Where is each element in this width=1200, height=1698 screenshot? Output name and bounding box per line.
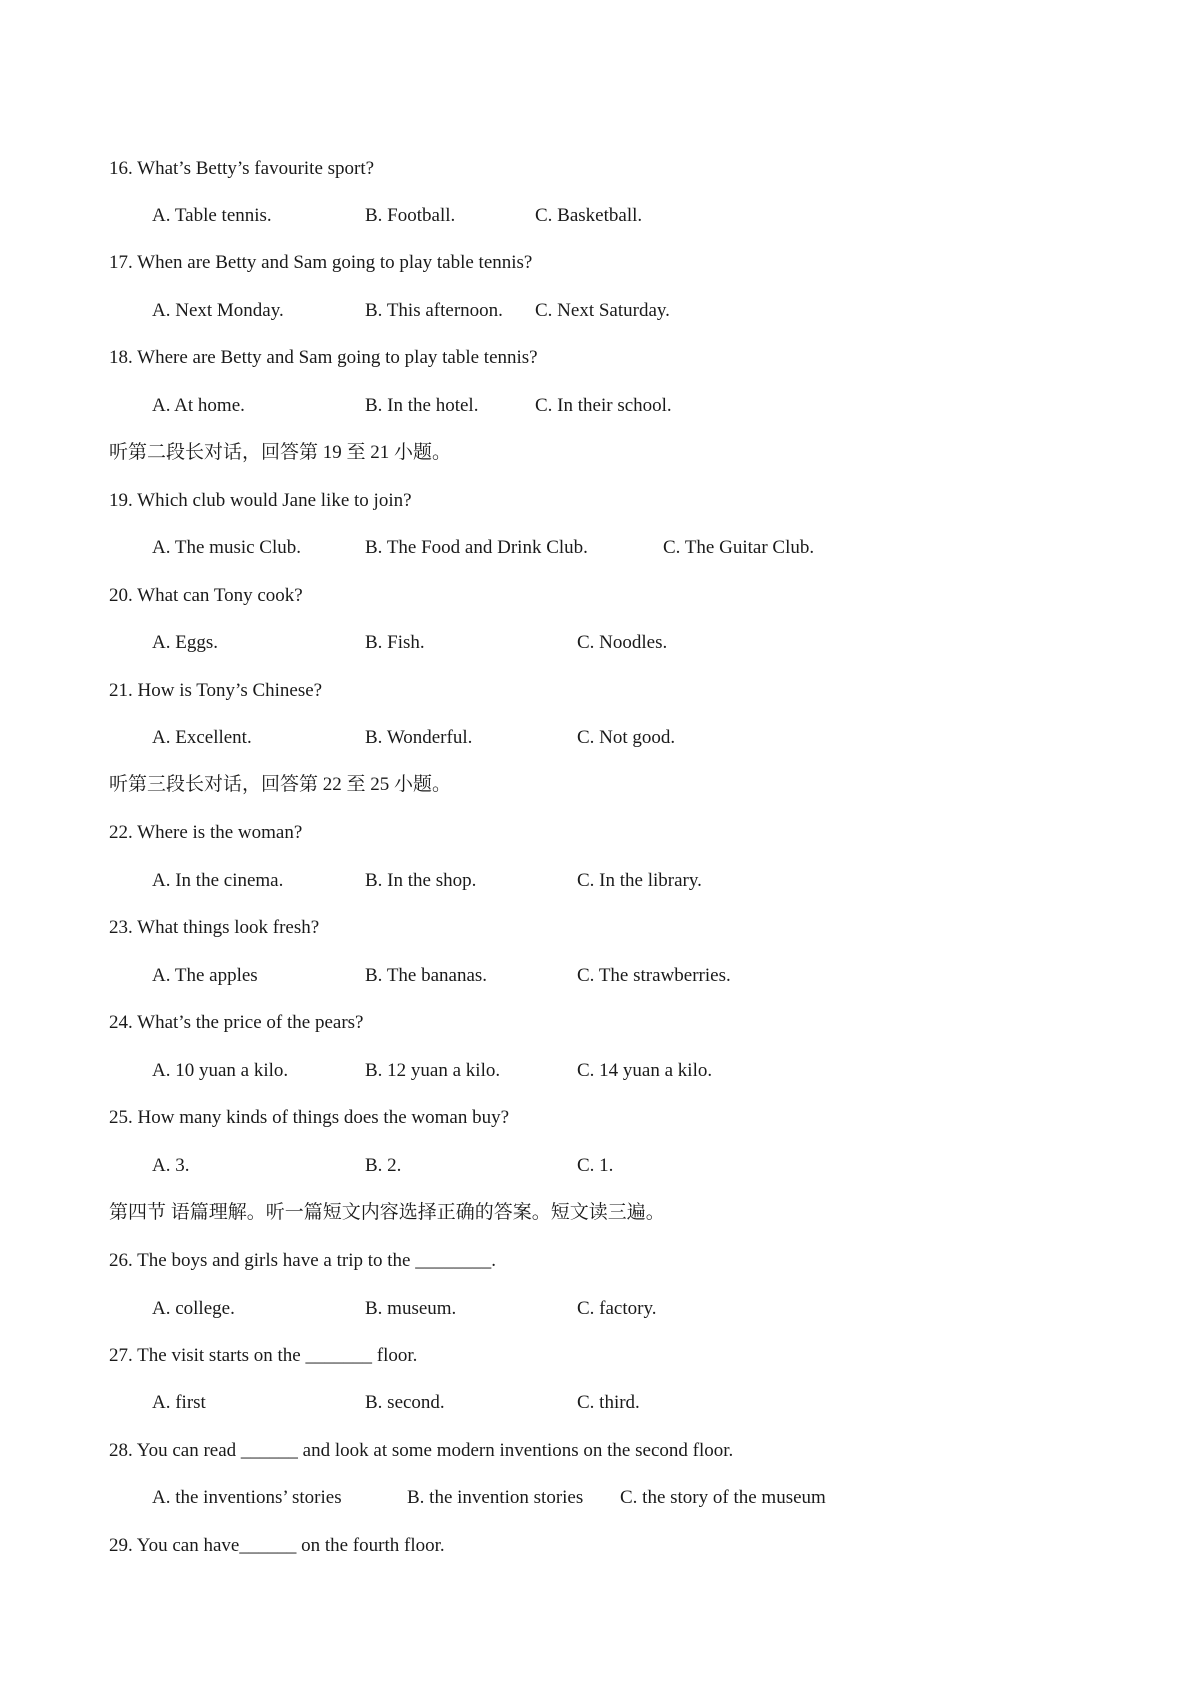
option-b: B. This afternoon. <box>365 300 503 321</box>
option-b: B. the invention stories <box>407 1487 584 1508</box>
option-b: B. museum. <box>365 1298 457 1319</box>
question-19: 19. Which club would Jane like to join? <box>109 490 412 511</box>
option-b: B. 12 yuan a kilo. <box>365 1060 501 1081</box>
question-23: 23. What things look fresh? <box>109 917 320 938</box>
question-26: 26. The boys and girls have a trip to the ________. <box>109 1250 496 1271</box>
option-b: B. The Food and Drink Club. <box>365 537 588 558</box>
option-c: C. Next Saturday. <box>535 300 670 321</box>
option-c: C. The strawberries. <box>577 965 731 986</box>
question-20: 20. What can Tony cook? <box>109 585 303 606</box>
section-instruction-4: 第四节 语篇理解。听一篇短文内容选择正确的答案。短文读三遍。 <box>109 1202 665 1223</box>
option-c: C. In their school. <box>535 395 672 416</box>
option-c: C. third. <box>577 1392 640 1413</box>
option-a: A. Next Monday. <box>152 300 284 321</box>
question-17: 17. When are Betty and Sam going to play table tennis? <box>109 252 533 273</box>
option-b: B. In the shop. <box>365 870 477 891</box>
option-c: C. In the library. <box>577 870 702 891</box>
question-22: 22. Where is the woman? <box>109 822 303 843</box>
option-c: C. 1. <box>577 1155 614 1176</box>
option-b: B. Fish. <box>365 632 425 653</box>
option-a: A. 3. <box>152 1155 190 1176</box>
question-16: 16. What’s Betty’s favourite sport? <box>109 158 375 179</box>
section-instruction-3: 听第三段长对话，回答第 22 至 25 小题。 <box>109 774 452 795</box>
question-24: 24. What’s the price of the pears? <box>109 1012 364 1033</box>
question-27: 27. The visit starts on the _______ floor. <box>109 1345 418 1366</box>
option-c: C. The Guitar Club. <box>663 537 815 558</box>
option-c: C. the story of the museum <box>620 1487 826 1508</box>
option-a: A. the inventions’ stories <box>152 1487 342 1508</box>
option-a: A. first <box>152 1392 206 1413</box>
option-a: A. Eggs. <box>152 632 218 653</box>
option-a: A. Excellent. <box>152 727 252 748</box>
option-c: C. Basketball. <box>535 205 643 226</box>
option-b: B. Wonderful. <box>365 727 473 748</box>
question-21: 21. How is Tony’s Chinese? <box>109 680 323 701</box>
option-b: B. The bananas. <box>365 965 488 986</box>
option-c: C. factory. <box>577 1298 657 1319</box>
question-28: 28. You can read ______ and look at some modern inventions on the second floor. <box>109 1440 734 1461</box>
option-b: B. In the hotel. <box>365 395 479 416</box>
option-c: C. Noodles. <box>577 632 668 653</box>
question-25: 25. How many kinds of things does the woman buy? <box>109 1107 510 1128</box>
option-a: A. The apples <box>152 965 258 986</box>
option-a: A. college. <box>152 1298 235 1319</box>
option-a: A. 10 yuan a kilo. <box>152 1060 289 1081</box>
option-b: B. second. <box>365 1392 445 1413</box>
option-a: A. The music Club. <box>152 537 302 558</box>
section-instruction-2: 听第二段长对话，回答第 19 至 21 小题。 <box>109 442 452 463</box>
question-29: 29. You can have______ on the fourth floor. <box>109 1535 445 1556</box>
question-18: 18. Where are Betty and Sam going to play table tennis? <box>109 347 538 368</box>
option-c: C. 14 yuan a kilo. <box>577 1060 713 1081</box>
option-c: C. Not good. <box>577 727 676 748</box>
option-a: A. Table tennis. <box>152 205 272 226</box>
option-a: A. At home. <box>152 395 245 416</box>
option-b: B. 2. <box>365 1155 402 1176</box>
option-a: A. In the cinema. <box>152 870 284 891</box>
option-b: B. Football. <box>365 205 456 226</box>
